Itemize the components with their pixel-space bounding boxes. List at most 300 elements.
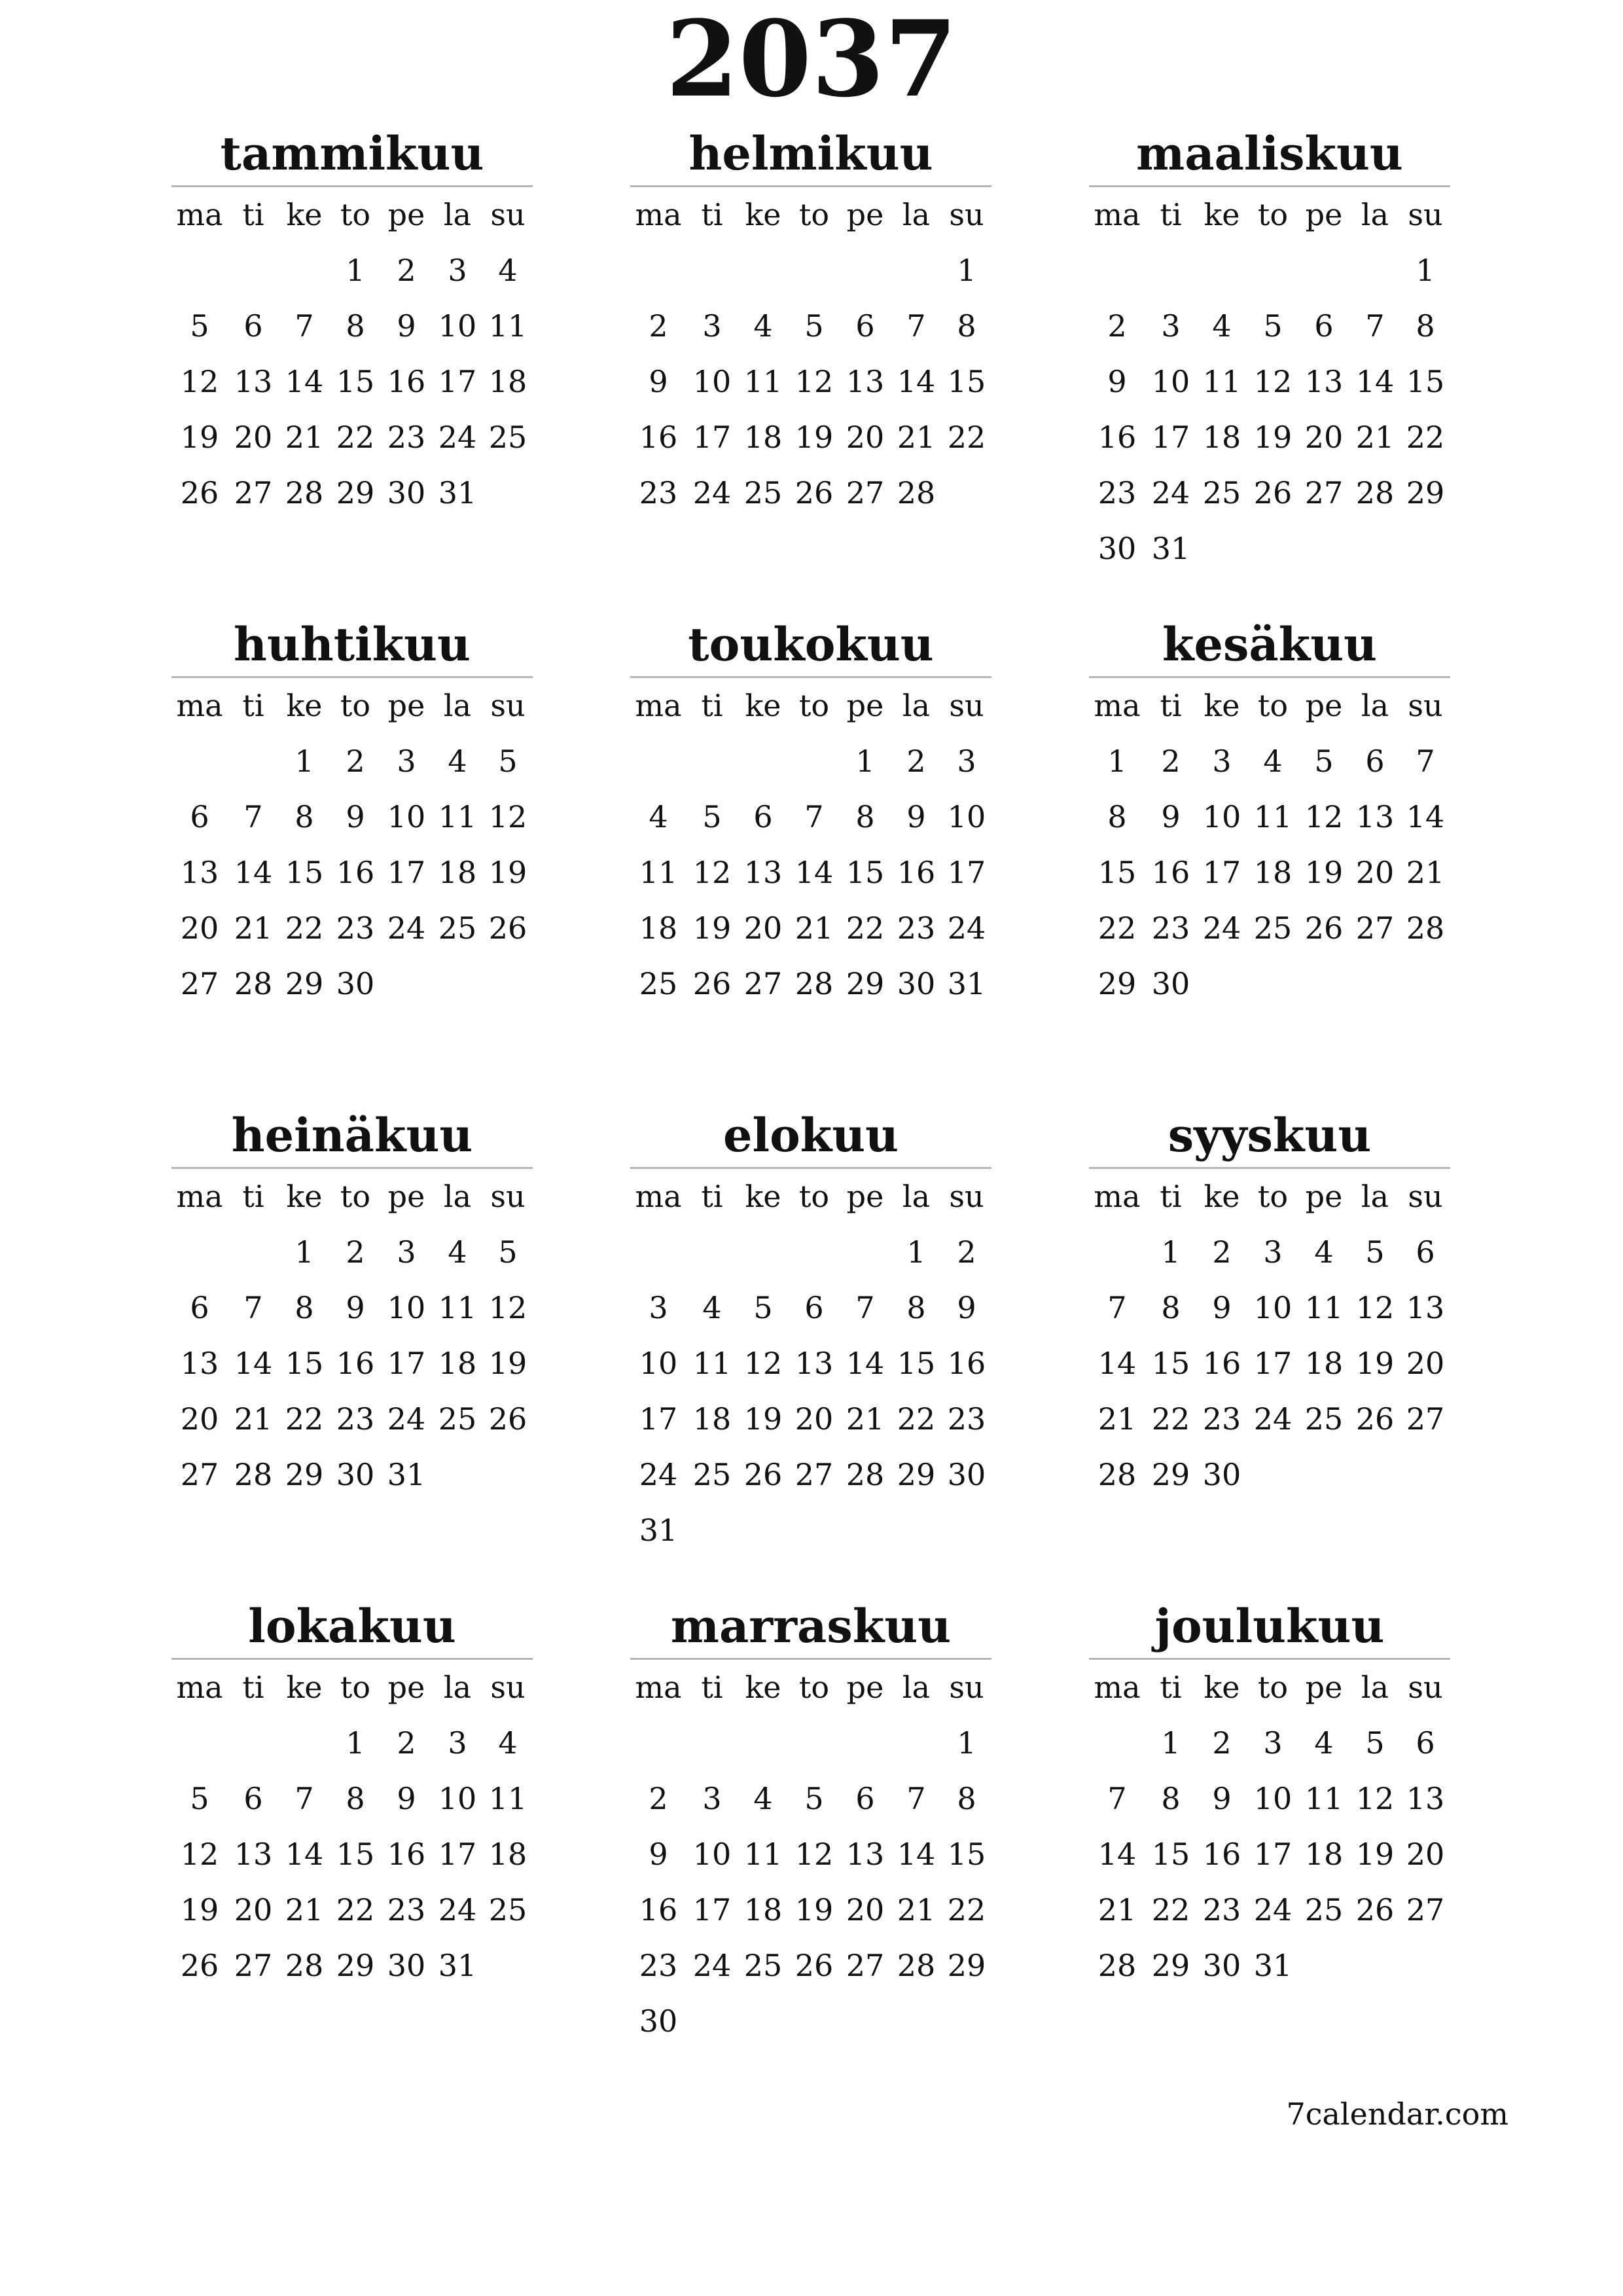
day-cell: 9 [397,308,416,344]
weekday-label: ke [745,197,781,232]
week-row [630,1938,991,1994]
day-cell: 28 [285,475,324,511]
day-cell: 10 [1253,1781,1293,1816]
day-cell: 23 [336,1401,375,1437]
day-cell [840,1715,891,1771]
day-cell [171,243,228,298]
weekday-label: pe [846,197,884,232]
day-cell: 5 [1314,744,1334,779]
weekday-label: pe [387,688,425,723]
day-cell: 17 [692,1892,732,1928]
day-cell: 16 [639,1892,678,1928]
day-cell: 26 [794,475,834,511]
day-cell: 14 [846,1346,885,1381]
day-cell: 18 [692,1401,732,1437]
day-cell: 20 [1406,1346,1445,1381]
weekday-header [171,678,533,734]
day-cell: 22 [1097,910,1137,946]
day-cell [483,465,533,521]
weekday-label: ti [242,197,264,232]
weekday-label: to [340,688,371,723]
day-cell: 3 [397,1234,416,1270]
day-cell: 23 [1202,1892,1241,1928]
day-cell: 21 [897,1892,936,1928]
day-cell: 3 [1263,1234,1283,1270]
week-row [630,410,991,465]
day-cell: 22 [947,1892,986,1928]
weekday-label: ke [286,1179,323,1214]
day-cell: 4 [448,1234,467,1270]
weekday-header [1089,678,1450,734]
weekday-label: la [443,1670,472,1705]
weekday-label: la [902,1670,931,1705]
day-cell: 29 [336,1948,375,1983]
month-block [630,1109,991,1558]
day-cell: 17 [438,364,477,399]
day-cell: 28 [897,1948,936,1983]
day-cell: 12 [1253,364,1293,399]
day-cell: 10 [692,364,732,399]
week-row [1089,410,1450,465]
month-block [171,128,533,521]
day-cell: 25 [743,475,783,511]
weekday-label: su [1408,688,1443,723]
day-cell: 5 [190,308,209,344]
weekday-label: su [1408,1179,1443,1214]
week-row [1089,1827,1450,1882]
day-cell: 5 [804,308,824,344]
weekday-label: to [1257,688,1289,723]
day-cell: 28 [794,966,834,1001]
day-cell: 1 [294,744,314,779]
day-cell: 26 [1355,1401,1395,1437]
day-cell: 9 [1212,1781,1232,1816]
day-cell: 9 [1161,799,1181,834]
day-cell: 27 [1304,475,1344,511]
day-cell: 21 [1355,420,1395,455]
day-cell [279,243,330,298]
day-cell [228,734,279,789]
week-row [630,1391,991,1447]
day-cell: 25 [1304,1401,1344,1437]
day-cell: 6 [1365,744,1385,779]
weekday-label: ke [745,1179,781,1214]
day-cell: 20 [180,910,219,946]
day-cell [1089,1715,1145,1771]
day-cell: 27 [846,1948,885,1983]
day-cell: 30 [897,966,936,1001]
day-cell: 17 [1151,420,1190,455]
week-row [630,1336,991,1391]
day-cell: 16 [336,1346,375,1381]
day-cell: 18 [438,1346,477,1381]
weekday-label: la [902,688,931,723]
day-cell: 4 [649,799,668,834]
day-cell: 25 [639,966,678,1001]
weekday-label: ti [242,1179,264,1214]
day-cell: 20 [180,1401,219,1437]
day-cell: 7 [243,799,263,834]
day-cell: 10 [438,308,477,344]
weekday-label: ti [1160,1179,1182,1214]
day-cell: 26 [794,1948,834,1983]
weekday-label: ti [701,688,723,723]
day-cell [687,1225,738,1280]
weekday-label: la [1361,1179,1389,1214]
day-cell: 3 [448,1725,467,1761]
day-cell: 12 [488,799,527,834]
weekday-label: pe [846,1179,884,1214]
month-block [630,128,991,521]
day-cell: 11 [438,799,477,834]
week-row [1089,901,1450,956]
day-cell: 20 [846,420,885,455]
weekday-label: ke [1204,1670,1240,1705]
week-row [171,1938,533,1994]
weekday-label: la [1361,1670,1389,1705]
day-cell: 12 [1355,1290,1395,1325]
week-row [630,845,991,901]
day-cell [1089,243,1145,298]
weekday-label: ma [176,1670,223,1705]
day-cell: 2 [957,1234,976,1270]
day-cell: 3 [649,1290,668,1325]
day-cell: 3 [448,253,467,288]
day-cell: 25 [1253,910,1293,946]
week-row [171,1447,533,1503]
week-row [630,465,991,521]
week-row [171,298,533,354]
week-row [171,1882,533,1938]
day-cell: 16 [387,364,426,399]
day-cell: 2 [346,744,365,779]
day-cell: 14 [1097,1346,1137,1381]
day-cell [942,465,991,521]
day-cell: 23 [897,910,936,946]
day-cell: 17 [1202,855,1241,890]
day-cell [738,1503,789,1558]
day-cell: 17 [1253,1837,1293,1872]
weekday-label: ke [745,688,781,723]
day-cell: 31 [1151,531,1190,566]
week-row [1089,521,1450,577]
day-cell: 12 [743,1346,783,1381]
weekday-label: pe [387,1670,425,1705]
weekday-label: ti [1160,688,1182,723]
day-cell: 9 [397,1781,416,1816]
month-name: syyskuu [1168,1108,1372,1162]
day-cell: 21 [1097,1892,1137,1928]
day-cell: 11 [1202,364,1241,399]
day-cell: 15 [947,1837,986,1872]
day-cell [789,734,840,789]
day-cell [1145,243,1196,298]
day-cell: 5 [804,1781,824,1816]
day-cell: 19 [1253,420,1293,455]
month-name: kesäkuu [1162,617,1378,672]
day-cell: 28 [234,1457,273,1492]
day-cell: 20 [743,910,783,946]
day-cell: 29 [285,1457,324,1492]
day-cell: 13 [180,855,219,890]
weekday-label: ma [1094,1179,1141,1214]
day-cell: 24 [438,420,477,455]
day-cell: 25 [438,1401,477,1437]
day-cell: 10 [387,799,426,834]
day-cell: 23 [1202,1401,1241,1437]
day-cell: 4 [498,1725,518,1761]
day-cell: 27 [234,475,273,511]
day-cell: 5 [498,744,518,779]
weekday-label: pe [1305,197,1343,232]
day-cell [891,243,942,298]
day-cell: 2 [1107,308,1127,344]
day-cell: 18 [488,1837,527,1872]
day-cell: 9 [957,1290,976,1325]
day-cell: 17 [947,855,986,890]
day-cell: 6 [1314,308,1334,344]
day-cell: 5 [1365,1725,1385,1761]
day-cell: 16 [639,420,678,455]
day-cell [1400,1938,1450,1994]
day-cell [381,956,432,1012]
weekday-header [1089,1660,1450,1715]
day-cell: 22 [336,1892,375,1928]
week-row [171,410,533,465]
day-cell: 27 [180,1457,219,1492]
week-row [630,1225,991,1280]
day-cell [1247,956,1298,1012]
day-cell: 14 [1355,364,1395,399]
week-row [171,956,533,1012]
day-cell: 18 [743,1892,783,1928]
day-cell: 28 [1355,475,1395,511]
week-row [171,465,533,521]
day-cell [1349,956,1400,1012]
day-cell: 4 [753,308,773,344]
day-cell: 3 [702,308,722,344]
day-cell [840,243,891,298]
week-row [630,298,991,354]
day-cell: 24 [639,1457,678,1492]
day-cell: 15 [846,855,885,890]
day-cell: 26 [488,910,527,946]
weekday-label: ti [701,197,723,232]
weekday-label: ti [701,1670,723,1705]
day-cell: 11 [743,364,783,399]
day-cell: 10 [1253,1290,1293,1325]
day-cell: 15 [285,1346,324,1381]
day-cell: 24 [1202,910,1241,946]
day-cell: 20 [1355,855,1395,890]
day-cell: 23 [639,475,678,511]
day-cell: 14 [794,855,834,890]
week-row [630,1280,991,1336]
day-cell: 25 [743,1948,783,1983]
day-cell: 14 [1406,799,1445,834]
day-cell: 30 [336,1457,375,1492]
month-block [1089,619,1450,1012]
day-cell: 29 [846,966,885,1001]
day-cell [687,243,738,298]
day-cell: 23 [387,1892,426,1928]
day-cell: 4 [1314,1234,1334,1270]
weekday-label: su [949,1179,984,1214]
day-cell: 8 [346,1781,365,1816]
day-cell: 24 [387,1401,426,1437]
day-cell [687,1994,738,2049]
day-cell: 24 [692,1948,732,1983]
day-cell: 7 [294,1781,314,1816]
day-cell: 16 [947,1346,986,1381]
day-cell [1196,243,1247,298]
day-cell [228,1715,279,1771]
day-cell: 23 [947,1401,986,1437]
day-cell: 13 [1304,364,1344,399]
day-cell: 3 [1161,308,1181,344]
weekday-label: la [902,197,931,232]
week-row [630,1882,991,1938]
month-name: elokuu [722,1108,899,1162]
weekday-label: la [1361,197,1389,232]
week-row [1089,845,1450,901]
weekday-label: to [798,1670,830,1705]
day-cell: 9 [649,364,668,399]
weekday-label: pe [387,197,425,232]
weekday-header [630,187,991,243]
day-cell: 10 [387,1290,426,1325]
day-cell: 1 [906,1234,926,1270]
day-cell: 21 [1406,855,1445,890]
day-cell: 13 [794,1346,834,1381]
day-cell: 1 [957,1725,976,1761]
day-cell: 26 [1253,475,1293,511]
week-row [171,734,533,789]
day-cell: 26 [1304,910,1344,946]
day-cell: 6 [855,1781,875,1816]
day-cell: 10 [692,1837,732,1872]
day-cell: 13 [234,1837,273,1872]
day-cell: 11 [438,1290,477,1325]
day-cell: 24 [387,910,426,946]
day-cell: 9 [1107,364,1127,399]
week-row [630,1447,991,1503]
week-row [1089,1391,1450,1447]
month-name: tammikuu [220,126,484,181]
week-row [1089,243,1450,298]
week-row [171,1391,533,1447]
day-cell: 8 [906,1290,926,1325]
day-cell: 12 [794,364,834,399]
weekday-label: to [340,197,371,232]
weekday-label: la [443,1179,472,1214]
week-row [630,1771,991,1827]
day-cell: 1 [957,253,976,288]
day-cell: 5 [498,1234,518,1270]
month-block [171,1109,533,1503]
weekday-label: ke [286,1670,323,1705]
day-cell: 7 [1107,1781,1127,1816]
day-cell: 18 [438,855,477,890]
day-cell: 27 [180,966,219,1001]
weekday-label: ke [1204,688,1240,723]
day-cell [1400,521,1450,577]
day-cell: 23 [1097,475,1137,511]
day-cell [942,1994,991,2049]
day-cell: 20 [1406,1837,1445,1872]
day-cell: 25 [692,1457,732,1492]
weekday-label: su [490,688,526,723]
month-name: huhtikuu [234,617,471,672]
day-cell: 8 [294,799,314,834]
day-cell [687,734,738,789]
day-cell [891,1715,942,1771]
weekday-label: pe [1305,1179,1343,1214]
day-cell [738,1715,789,1771]
day-cell [789,1503,840,1558]
day-cell [630,1225,687,1280]
week-row [1089,465,1450,521]
day-cell [228,243,279,298]
day-cell: 15 [336,364,375,399]
day-cell: 20 [794,1401,834,1437]
week-row [171,1280,533,1336]
week-row [630,956,991,1012]
day-cell: 5 [753,1290,773,1325]
week-row [1089,1225,1450,1280]
day-cell: 11 [1304,1290,1344,1325]
day-cell: 9 [1212,1290,1232,1325]
day-cell [1298,956,1349,1012]
day-cell: 10 [639,1346,678,1381]
day-cell: 3 [1212,744,1232,779]
week-row [171,1336,533,1391]
day-cell [789,1715,840,1771]
day-cell: 12 [180,1837,219,1872]
day-cell [789,243,840,298]
day-cell [630,243,687,298]
day-cell: 17 [692,420,732,455]
day-cell: 6 [1416,1725,1435,1761]
day-cell [942,1503,991,1558]
day-cell [483,1447,533,1503]
day-cell [840,1994,891,2049]
day-cell: 25 [1202,475,1241,511]
day-cell: 9 [906,799,926,834]
day-cell: 14 [897,364,936,399]
weekday-header [1089,1169,1450,1225]
day-cell: 27 [794,1457,834,1492]
week-row [171,354,533,410]
weekday-label: su [949,688,984,723]
day-cell: 21 [285,1892,324,1928]
day-cell: 15 [1151,1346,1190,1381]
weekday-label: su [490,197,526,232]
day-cell: 2 [397,253,416,288]
week-row [1089,789,1450,845]
day-cell: 2 [1212,1234,1232,1270]
day-cell: 30 [1151,966,1190,1001]
month-name: marraskuu [670,1599,952,1653]
weekday-label: ti [242,688,264,723]
day-cell: 3 [397,744,416,779]
day-cell: 28 [1097,1457,1137,1492]
week-row [630,789,991,845]
weekday-header [171,1660,533,1715]
day-cell: 7 [906,1781,926,1816]
day-cell: 14 [285,1837,324,1872]
month-block [171,1600,533,1994]
